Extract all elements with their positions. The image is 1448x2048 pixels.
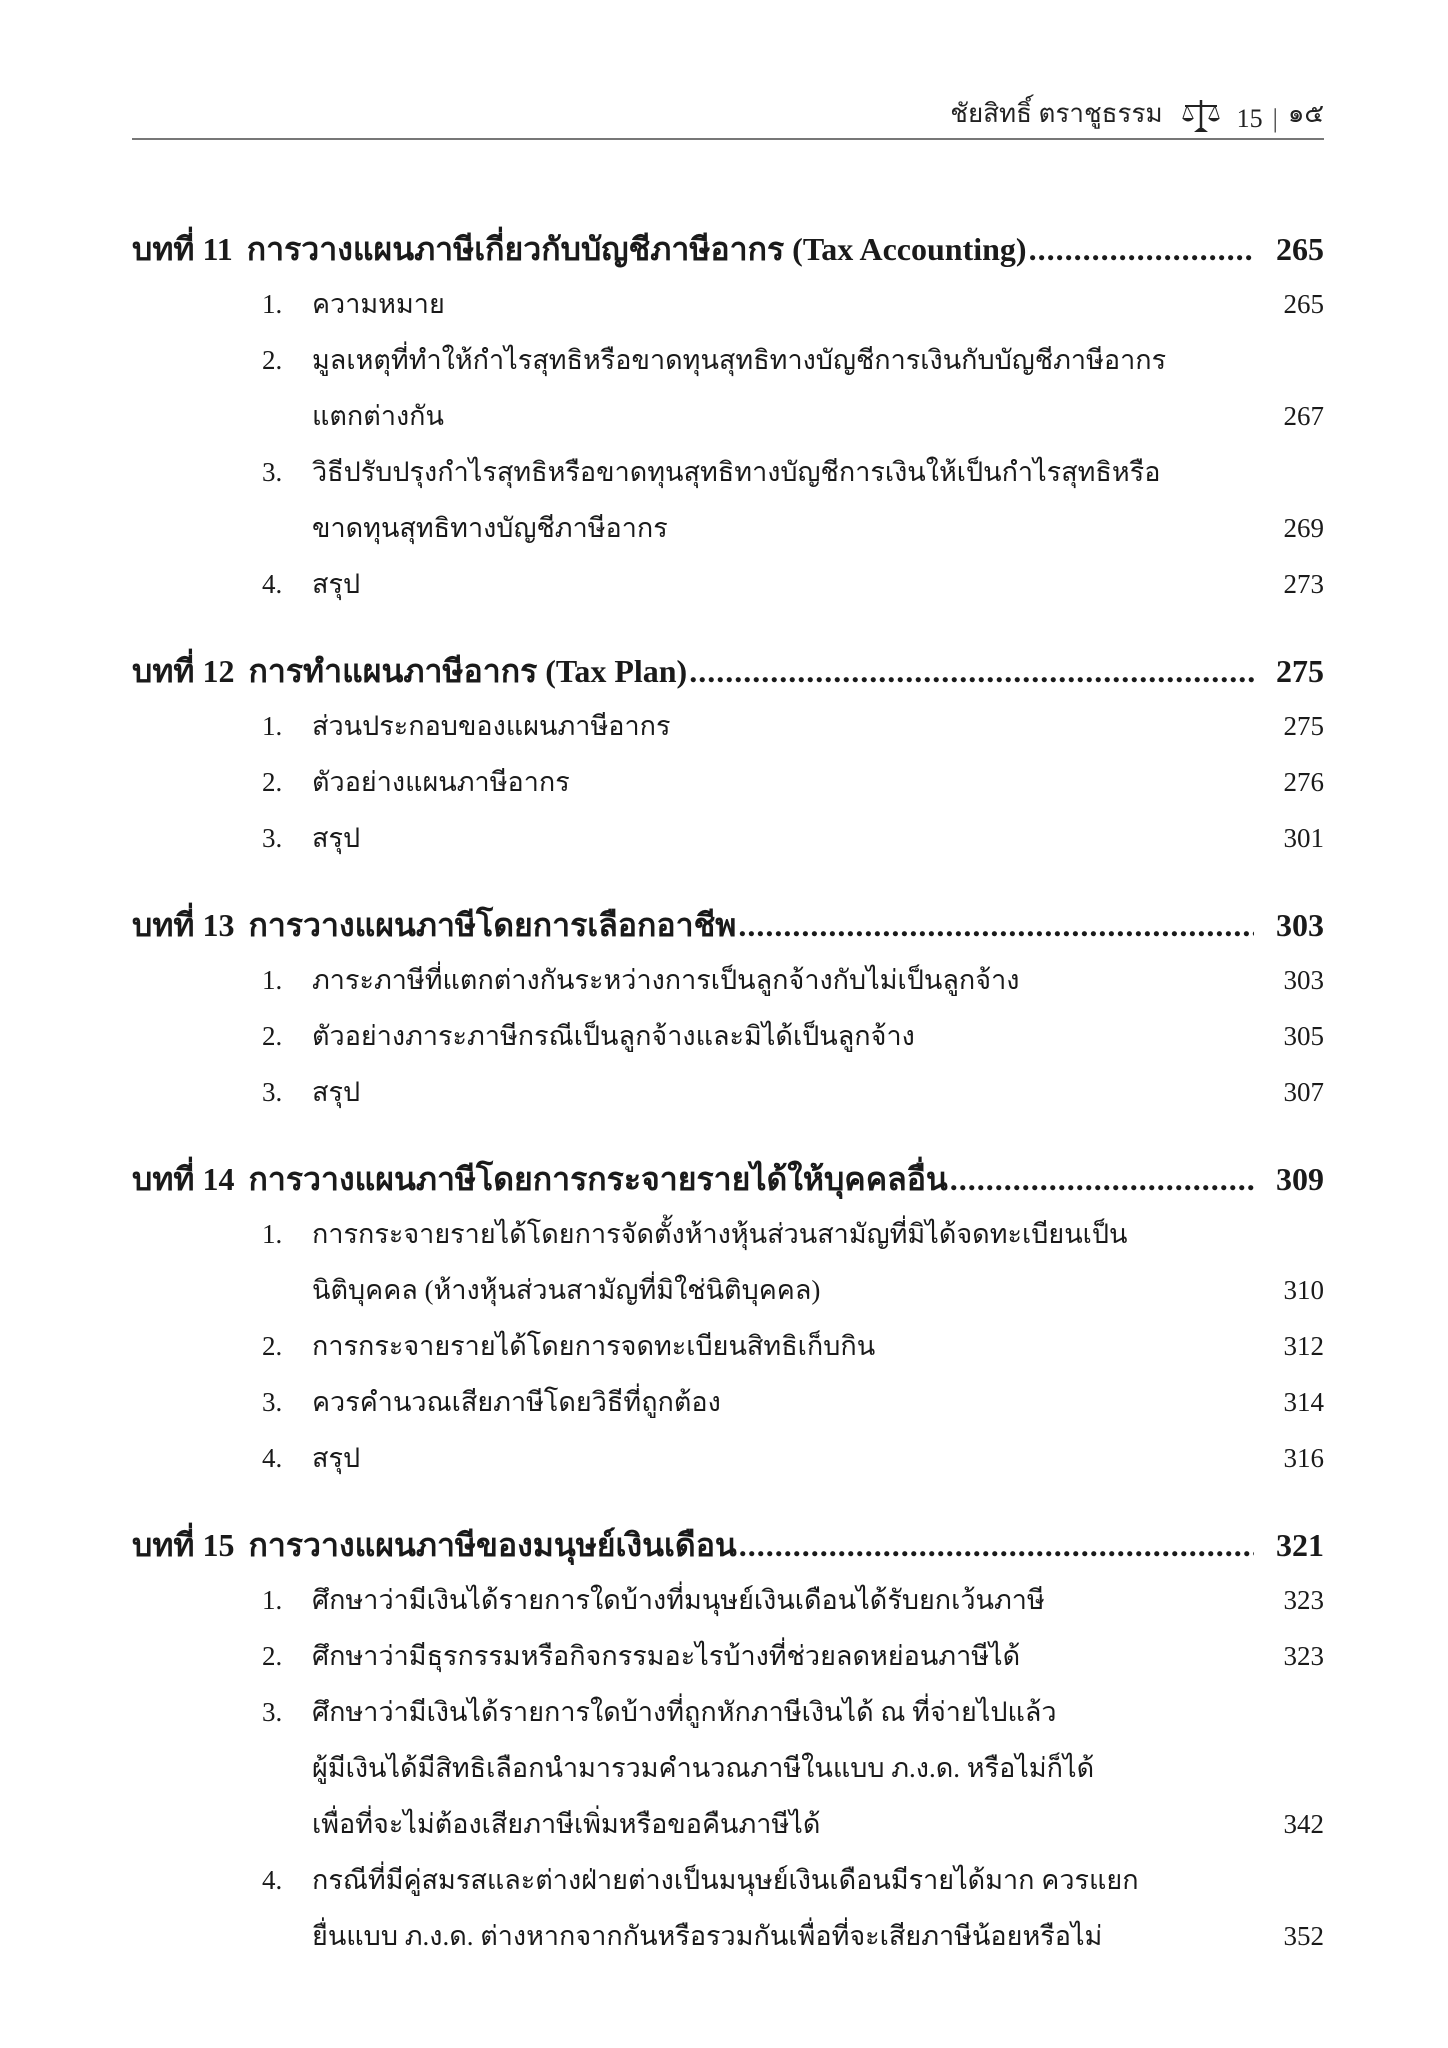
table-of-contents: [132, 222, 1324, 1996]
toc-item[interactable]: [262, 754, 1324, 810]
page-header: [132, 96, 1324, 140]
chapter-label: บทที่ 14: [132, 1161, 235, 1197]
item-page-number: 267: [1283, 401, 1324, 431]
item-number: 3.: [262, 1077, 283, 1107]
item-page-number: 352: [1283, 1921, 1324, 1951]
chapter-heading[interactable]: [132, 898, 1324, 952]
toc-chapter: [132, 222, 1324, 612]
item-page-number: 303: [1283, 965, 1324, 995]
chapter-heading[interactable]: [132, 1152, 1324, 1206]
chapter-page-number: 321: [1276, 1527, 1324, 1563]
item-page-number: 323: [1283, 1585, 1324, 1615]
item-page-number: 265: [1283, 289, 1324, 319]
item-text-line: การกระจายรายได้โดยการจัดตั้งห้างหุ้นส่วนสามัญที่มิได้จดทะเบียนเป็น: [312, 1219, 1128, 1249]
item-number: 4.: [262, 569, 283, 599]
chapter-label: บทที่ 13: [132, 907, 235, 943]
item-number: 2.: [262, 767, 283, 797]
item-page-number: 269: [1283, 513, 1324, 543]
toc-item[interactable]: [262, 698, 1324, 754]
item-text-line: ภาระภาษีที่แตกต่างกันระหว่างการเป็นลูกจ้างกับไม่เป็นลูกจ้าง: [312, 965, 1020, 995]
item-page-number: 323: [1283, 1641, 1324, 1671]
item-page-number: 342: [1283, 1809, 1324, 1839]
item-page-number: 310: [1283, 1275, 1324, 1305]
toc-chapter: [132, 1152, 1324, 1486]
item-text: [312, 1572, 1244, 1628]
item-page-number: 312: [1283, 1331, 1324, 1361]
item-number: 2.: [262, 1021, 283, 1051]
item-text-line: ขาดทุนสุทธิทางบัญชีภาษีอากร: [312, 513, 668, 543]
chapter-title: การทำแผนภาษีอากร (Tax Plan): [248, 653, 688, 689]
item-text: [312, 810, 1244, 866]
item-number: 3.: [262, 457, 283, 487]
chapter-label: บทที่ 12: [132, 653, 235, 689]
item-text-line: ศึกษาว่ามีธุรกรรมหรือกิจกรรมอะไรบ้างที่ช่วยลดหย่อนภาษีได้: [312, 1641, 1021, 1671]
toc-item[interactable]: [262, 1430, 1324, 1486]
toc-item[interactable]: [262, 1628, 1324, 1684]
header-page-number-thai: ๑๕: [1287, 99, 1324, 128]
chapter-heading[interactable]: [132, 222, 1324, 276]
chapter-title: การวางแผนภาษีโดยการกระจายรายได้ให้บุคคลอื่น: [248, 1161, 948, 1197]
item-text: [312, 754, 1244, 810]
item-number: 1.: [262, 965, 283, 995]
chapter-title: การวางแผนภาษีโดยการเลือกอาชีพ: [248, 907, 737, 943]
chapter-page-number: 309: [1276, 1161, 1324, 1197]
dot-leader: [689, 644, 1254, 698]
toc-item[interactable]: [262, 276, 1324, 332]
item-text: [312, 1374, 1244, 1430]
toc-item[interactable]: [262, 1064, 1324, 1120]
item-text-line: ตัวอย่างภาระภาษีกรณีเป็นลูกจ้างและมิได้เป็นลูกจ้าง: [312, 1021, 915, 1051]
item-number: 4.: [262, 1865, 283, 1895]
header-author: ชัยสิทธิ์ ตราชูธรรม: [950, 99, 1163, 128]
item-number: 3.: [262, 1697, 283, 1727]
item-text-line: วิธีปรับปรุงกำไรสุทธิหรือขาดทุนสุทธิทางบัญชีการเงินให้เป็นกำไรสุทธิหรือ: [312, 457, 1161, 487]
item-text-line: ศึกษาว่ามีเงินได้รายการใดบ้างที่มนุษย์เงินเดือนได้รับยกเว้นภาษี: [312, 1585, 1045, 1615]
toc-item[interactable]: [262, 810, 1324, 866]
item-text: [312, 556, 1244, 612]
item-text: [312, 1318, 1244, 1374]
toc-chapter: [132, 1518, 1324, 1964]
chapter-label: บทที่ 15: [132, 1527, 235, 1563]
item-text-line: ผู้มีเงินได้มีสิทธิเลือกนำมารวมคำนวณภาษีในแบบ ภ.ง.ด. หรือไม่ก็ได้: [312, 1753, 1095, 1783]
chapter-heading[interactable]: [132, 1518, 1324, 1572]
chapter-heading[interactable]: [132, 644, 1324, 698]
item-page-number: 314: [1283, 1387, 1324, 1417]
item-text: [312, 1008, 1244, 1064]
item-text-line: มูลเหตุที่ทำให้กำไรสุทธิหรือขาดทุนสุทธิทางบัญชีการเงินกับบัญชีภาษีอากร: [312, 345, 1167, 375]
item-page-number: 316: [1283, 1443, 1324, 1473]
toc-item[interactable]: [262, 556, 1324, 612]
dot-leader: [950, 1152, 1254, 1206]
item-number: 2.: [262, 1641, 283, 1671]
item-text-line: กรณีที่มีคู่สมรสและต่างฝ่ายต่างเป็นมนุษย์เงินเดือนมีรายได้มาก ควรแยก: [312, 1865, 1139, 1895]
item-number: 1.: [262, 289, 283, 319]
item-text: [312, 1430, 1244, 1486]
item-text-line: นิติบุคคล (ห้างหุ้นส่วนสามัญที่มิใช่นิติบุคคล): [312, 1275, 821, 1305]
item-text: [312, 952, 1244, 1008]
toc-item[interactable]: [262, 1206, 1324, 1318]
toc-item[interactable]: [262, 1008, 1324, 1064]
chapter-title: การวางแผนภาษีของมนุษย์เงินเดือน: [248, 1527, 737, 1563]
item-text-line: ศึกษาว่ามีเงินได้รายการใดบ้างที่ถูกหักภาษีเงินได้ ณ ที่จ่ายไปแล้ว: [312, 1697, 1057, 1727]
item-text: [312, 332, 1244, 444]
toc-item[interactable]: [262, 1318, 1324, 1374]
item-text: [312, 698, 1244, 754]
dot-leader: [739, 1518, 1254, 1572]
item-text-line: สรุป: [312, 569, 361, 599]
toc-item[interactable]: [262, 1852, 1324, 1964]
chapter-page-number: 303: [1276, 907, 1324, 943]
toc-chapter: [132, 644, 1324, 866]
chapter-title: การวางแผนภาษีเกี่ยวกับบัญชีภาษีอากร (Tax Accounting): [246, 231, 1027, 267]
item-text-line: การกระจายรายได้โดยการจดทะเบียนสิทธิเก็บกิน: [312, 1331, 876, 1361]
item-number: 1.: [262, 1219, 283, 1249]
toc-item[interactable]: [262, 1374, 1324, 1430]
chapter-page-number: 265: [1276, 231, 1324, 267]
toc-item[interactable]: [262, 1684, 1324, 1852]
item-number: 3.: [262, 823, 283, 853]
item-text-line: เพื่อที่จะไม่ต้องเสียภาษีเพิ่มหรือขอคืนภาษีได้: [312, 1809, 821, 1839]
item-number: 1.: [262, 1585, 283, 1615]
item-text-line: สรุป: [312, 1443, 361, 1473]
toc-item[interactable]: [262, 1572, 1324, 1628]
item-page-number: 301: [1283, 823, 1324, 853]
item-text-line: แตกต่างกัน: [312, 401, 444, 431]
dot-leader: [738, 898, 1254, 952]
chapter-label: บทที่ 11: [132, 231, 233, 267]
item-text: [312, 444, 1244, 556]
chapter-page-number: 275: [1276, 653, 1324, 689]
item-number: 2.: [262, 1331, 283, 1361]
item-text-line: สรุป: [312, 823, 361, 853]
toc-item[interactable]: [262, 952, 1324, 1008]
item-text-line: ยื่นแบบ ภ.ง.ด. ต่างหากจากกันหรือรวมกันเพื่อที่จะเสียภาษีน้อยหรือไม่: [312, 1921, 1103, 1951]
item-text-line: ส่วนประกอบของแผนภาษีอากร: [312, 711, 671, 741]
item-page-number: 305: [1283, 1021, 1324, 1051]
header-page-number: 15: [1236, 104, 1263, 133]
scales-of-justice-icon: [1181, 98, 1221, 134]
item-text-line: ตัวอย่างแผนภาษีอากร: [312, 767, 570, 797]
toc-item[interactable]: [262, 444, 1324, 556]
item-text: [312, 1206, 1244, 1318]
item-page-number: 276: [1283, 767, 1324, 797]
header-separator: |: [1272, 104, 1278, 133]
item-page-number: 307: [1283, 1077, 1324, 1107]
item-text: [312, 1628, 1244, 1684]
dot-leader: [1029, 222, 1254, 276]
item-page-number: 275: [1283, 711, 1324, 741]
item-text-line: ความหมาย: [312, 289, 445, 319]
item-text: [312, 276, 1244, 332]
toc-item[interactable]: [262, 332, 1324, 444]
item-number: 3.: [262, 1387, 283, 1417]
item-number: 1.: [262, 711, 283, 741]
item-text-line: สรุป: [312, 1077, 361, 1107]
item-number: 4.: [262, 1443, 283, 1473]
item-text-line: ควรคำนวณเสียภาษีโดยวิธีที่ถูกต้อง: [312, 1387, 721, 1417]
item-page-number: 273: [1283, 569, 1324, 599]
toc-chapter: [132, 898, 1324, 1120]
item-number: 2.: [262, 345, 283, 375]
item-text: [312, 1852, 1244, 1964]
item-text: [312, 1684, 1244, 1852]
item-text: [312, 1064, 1244, 1120]
